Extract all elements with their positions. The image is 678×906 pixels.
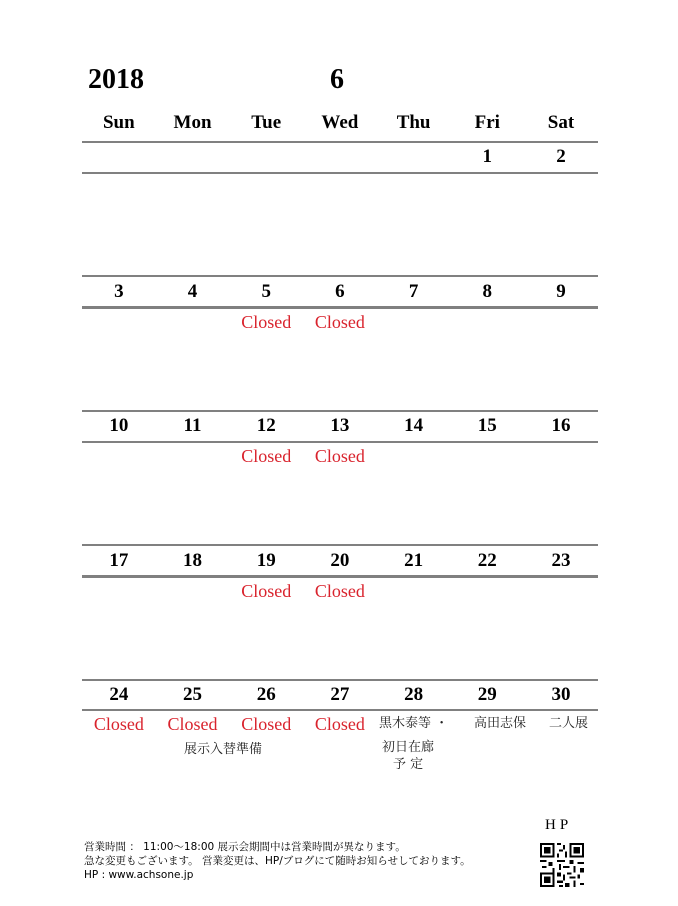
week-divider	[82, 275, 598, 277]
dow-mon: Mon	[173, 112, 212, 133]
week-divider	[82, 544, 598, 546]
date-cell: 11	[183, 415, 202, 436]
event-label: Closed	[314, 312, 365, 332]
event-label: Closed	[93, 714, 144, 734]
week-2-events	[82, 311, 598, 333]
day-of-week-header	[82, 110, 598, 138]
date-cell: 13	[330, 415, 350, 436]
dow-fri: Fri	[474, 112, 500, 133]
event-label: Closed	[241, 312, 292, 332]
year-label: 2018	[88, 64, 144, 95]
event-label: Closed	[314, 446, 365, 466]
event-label: Closed	[241, 714, 292, 734]
date-cell: 24	[109, 684, 129, 705]
date-cell	[303, 143, 377, 171]
week-3-dates	[82, 412, 598, 440]
event-label: Closed	[314, 714, 365, 734]
event-label	[377, 311, 451, 333]
dow-thu: Thu	[396, 112, 431, 133]
date-cell: 4	[187, 281, 198, 302]
dow-wed: Wed	[321, 112, 359, 133]
event-note-two-person-show: 二人展	[549, 716, 589, 731]
week-divider	[82, 172, 598, 174]
week-divider	[82, 441, 598, 443]
event-label	[156, 311, 230, 333]
date-cell: 30	[551, 684, 571, 705]
date-cell	[82, 143, 156, 171]
date-cell	[377, 143, 451, 171]
date-cell: 23	[551, 550, 571, 571]
event-label: Closed	[167, 714, 218, 734]
week-3-events	[82, 445, 598, 467]
date-cell	[229, 143, 303, 171]
date-cell: 27	[330, 684, 350, 705]
event-label	[156, 580, 230, 602]
event-label	[156, 445, 230, 467]
event-label: Closed	[241, 581, 292, 601]
date-cell: 25	[183, 684, 203, 705]
date-cell	[156, 143, 230, 171]
dow-sat: Sat	[547, 112, 575, 133]
date-cell: 17	[109, 550, 129, 571]
date-cell: 8	[482, 281, 493, 302]
event-label	[82, 311, 156, 333]
event-note-kuroki: 黒木泰等 ・	[379, 716, 449, 731]
date-cell: 28	[404, 684, 424, 705]
event-label	[524, 445, 598, 467]
footer-notice: 急な変更もございます。 営業変更は、HP/ブログにて随時お知らせしております。	[84, 855, 471, 867]
date-cell: 7	[408, 281, 419, 302]
event-note-first-day: 初日在廊	[382, 740, 435, 755]
week-4-events	[82, 580, 598, 602]
week-divider	[82, 575, 598, 578]
week-divider	[82, 709, 598, 711]
dow-sun: Sun	[102, 112, 135, 133]
week-1-dates	[82, 143, 598, 171]
hp-label: HP	[545, 817, 573, 833]
event-note-preparation: 展示入替準備	[184, 742, 263, 757]
week-4-dates	[82, 547, 598, 575]
date-cell: 20	[330, 550, 350, 571]
date-cell: 1	[482, 146, 493, 167]
event-label	[524, 580, 598, 602]
event-label: Closed	[314, 581, 365, 601]
footer-info	[84, 840, 471, 882]
event-label	[377, 445, 451, 467]
week-2-dates	[82, 278, 598, 306]
event-label	[82, 445, 156, 467]
date-cell: 3	[114, 281, 124, 302]
date-cell: 16	[551, 415, 571, 436]
date-cell: 5	[261, 281, 271, 302]
dow-tue: Tue	[251, 112, 282, 133]
footer-website: HP : www.achsone.jp	[84, 869, 194, 881]
date-cell: 6	[335, 281, 345, 302]
date-cell: 29	[477, 684, 497, 705]
week-divider	[82, 306, 598, 309]
date-cell: 22	[477, 550, 497, 571]
month-label: 6	[330, 64, 344, 95]
date-cell: 10	[109, 415, 129, 436]
event-note-plan: 予 定	[393, 757, 424, 772]
date-cell: 2	[556, 146, 566, 167]
event-label	[450, 580, 524, 602]
footer-hours: 営業時間 ： 11:00～18:00 展示会期間中は営業時間が異なります。	[84, 841, 406, 853]
date-cell: 14	[404, 415, 424, 436]
date-cell: 9	[556, 281, 566, 302]
event-label: Closed	[241, 446, 292, 466]
date-cell: 21	[404, 550, 424, 571]
event-label	[377, 580, 451, 602]
date-cell: 12	[256, 415, 276, 436]
event-note-takada: 高田志保	[474, 716, 527, 731]
event-label	[82, 580, 156, 602]
qr-code-icon[interactable]	[540, 843, 584, 887]
date-cell: 15	[477, 415, 497, 436]
event-label	[524, 311, 598, 333]
week-5-dates	[82, 681, 598, 709]
date-cell: 19	[256, 550, 276, 571]
date-cell: 18	[183, 550, 203, 571]
event-label	[450, 445, 524, 467]
date-cell: 26	[256, 684, 276, 705]
event-label	[450, 311, 524, 333]
